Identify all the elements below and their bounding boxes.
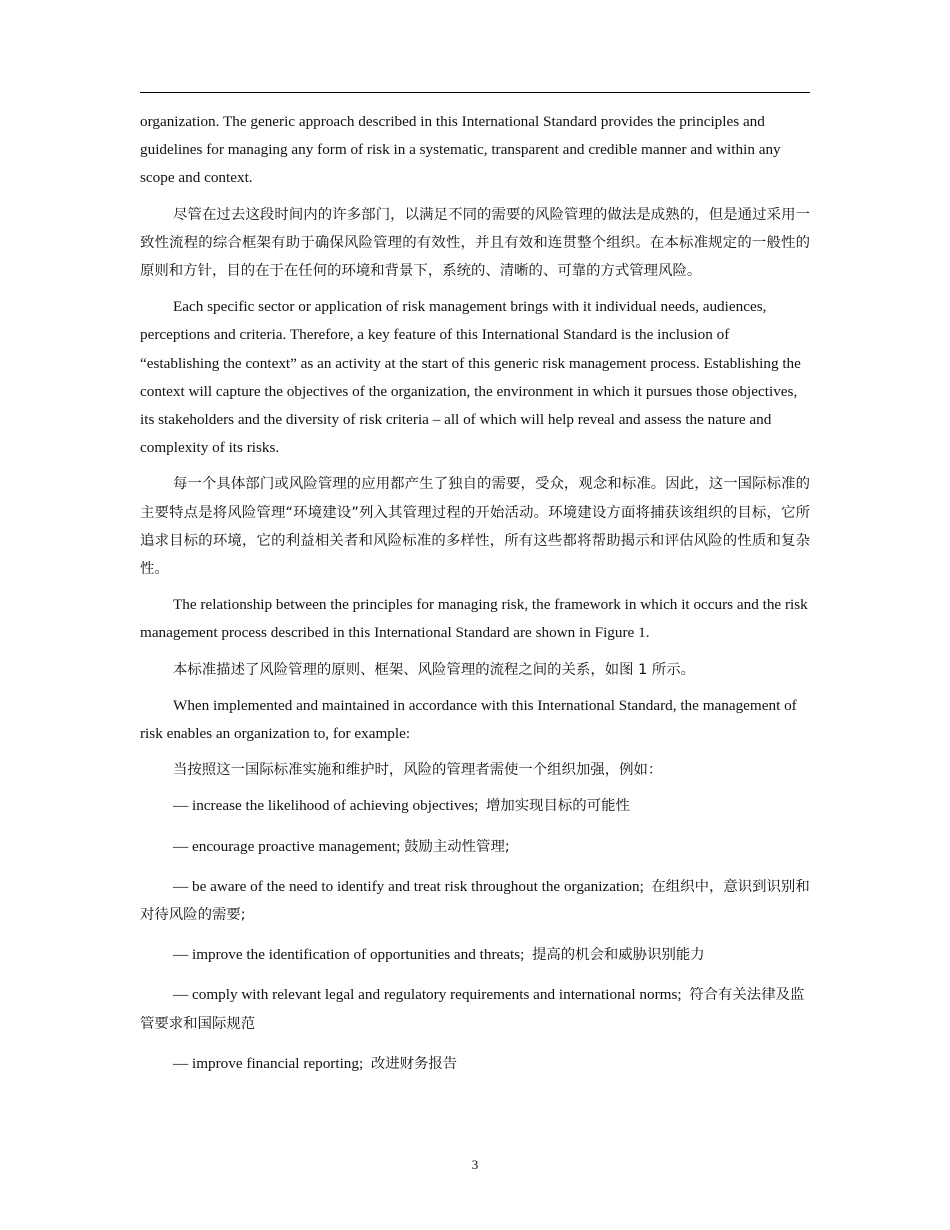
paragraph-zh-3: 本标准描述了风险管理的原则、框架、风险管理的流程之间的关系，如图 1 所示。 [173,661,695,678]
paragraph-zh-2: 每一个具体部门或风险管理的应用都产生了独自的需要，受众，观念和标准。因此，这一国际标准的主要特点是将风险管理“环境建设”列入其管理过程的开始活动。环境建设方面将捕获该组织的目标，它所追求目标的环境，它的利益相关者和风险标准的多样性，所有这些都将帮助揭示和评估风险的性质和复杂性。 [140,476,810,578]
paragraph-en-4: When implemented and maintained in accordance with this International Standard, the management of risk enables an organization to, for example: [140,696,797,743]
list-item-en: — increase the likelihood of achieving objectives; [173,797,479,815]
list-item [140,1050,810,1078]
list-item-zh: 符合有关法律及监管要求和国际规范 [140,987,805,1032]
paragraph-zh-1: 尽管在过去这段时间内的许多部门，以满足不同的需要的风险管理的做法是成熟的，但是通过采用一致性流程的综合框架有助于确保风险管理的有效性，并且有效和连贯整个组织。在本标准规定的一般性的原则和方针，目的在于在任何的环境和背景下，系统的、清晰的、可靠的方式管理风险。 [140,206,810,280]
paragraph-en-3: The relationship between the principles for managing risk, the framework in which it occurs and the risk management process described in this International Standard are shown in Figure 1. [140,596,808,642]
paragraph-zh-4: 当按照这一国际标准实施和维护时，风险的管理者需使一个组织加强，例如： [173,762,663,779]
header-rule [140,92,810,93]
list-item-zh: 鼓励主动性管理; [404,838,510,855]
list-item [140,941,810,969]
list-item-en: — be aware of the need to identify and treat risk throughout the organization; [173,877,644,895]
list-item-zh: 改进财务报告 [370,1055,458,1072]
list-item [140,873,810,929]
list-item [140,981,810,1037]
list-item-zh: 提高的机会和威胁识别能力 [531,947,705,964]
list-item [140,833,810,861]
list-item-en: — improve financial reporting; [173,1054,364,1072]
list-item-zh: 增加实现目标的可能性 [485,798,630,815]
paragraph-en-1: organization. The generic approach described in this International Standard provides the principles and guidelines for managing any form of risk in a systematic, transparent and credible manner and within any scope and context. [140,113,781,187]
page-number: 3 [471,1157,479,1172]
list-item-en: — comply with relevant legal and regulatory requirements and international norms; [173,986,682,1004]
list-item-zh: 在组织中，意识到识别和对待风险的需要; [140,878,810,924]
list-item-en: — improve the identification of opportunities and threats; [173,946,525,964]
list-item [140,792,810,820]
paragraph-en-2: Each specific sector or application of risk management brings with it individual needs, audiences, perceptions and criteria. Therefore, a key feature of this International Standard is the inclusion of “establishing the context” as an activity at the start of this generic risk management process. Establishing the context will capture the objectives of the organization, the environment in which it pursues those objectives, its stakeholders and the diversity of risk criteria – all of which will help reveal and assess the nature and complexity of its risks. [140,298,801,457]
document-body [140,108,810,1090]
list-item-en: — encourage proactive management; [173,837,401,855]
